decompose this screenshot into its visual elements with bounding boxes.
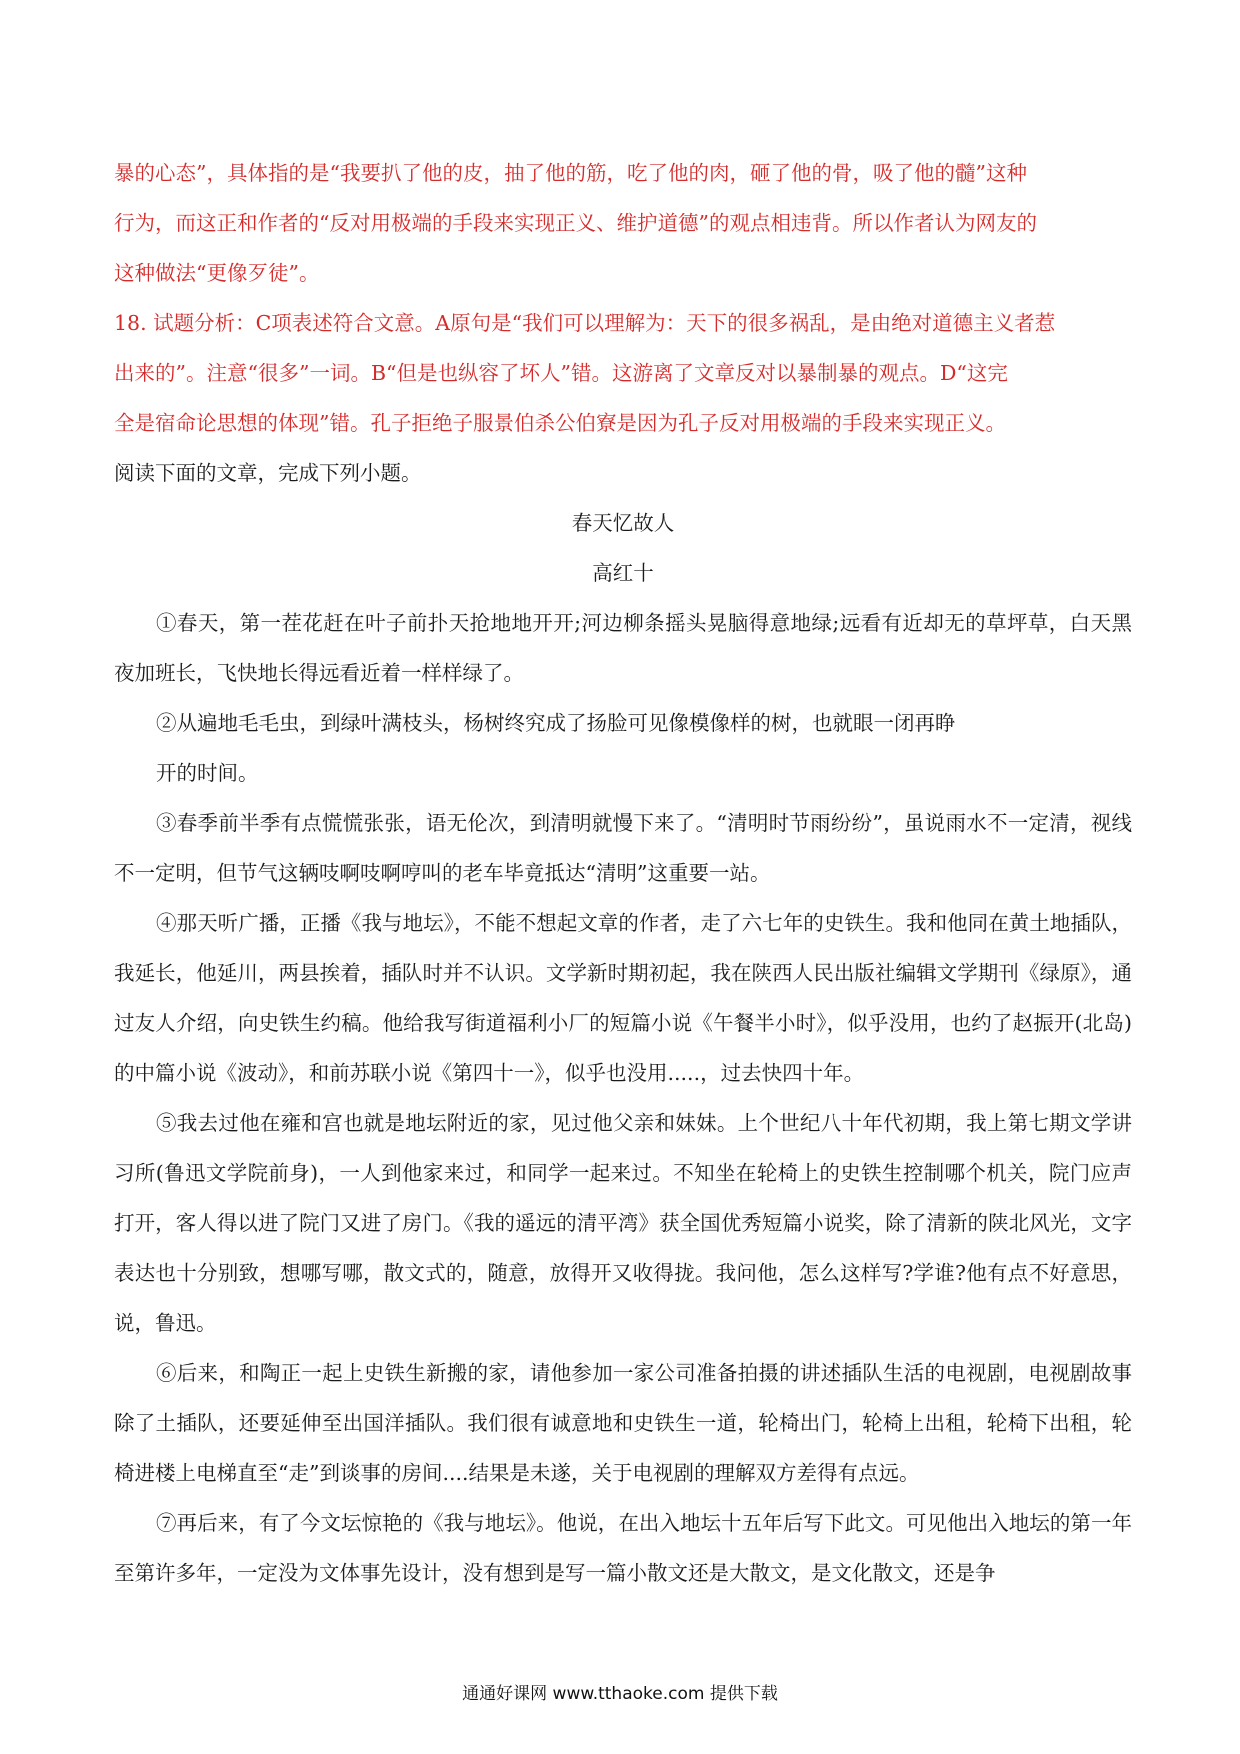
article-title: 春天忆故人: [571, 511, 675, 535]
answer-continuation-line-1: 暴的心态”，具体指的是“我要扒了他的皮，抽了他的筋，吃了他的肉，砸了他的骨，吸了他的髓”这种: [114, 161, 1027, 185]
answer-18-line-3: 全是宿命论思想的体现”错。孔子拒绝子服景伯杀公伯寮是因为孔子反对用极端的手段来实现正义。: [114, 411, 1006, 435]
article-paragraph-2-continued: 开的时间。: [156, 761, 259, 785]
article-paragraph-5: ⑤我去过他在雍和宫也就是地坛附近的家，见过他父亲和妹妹。上个世纪八十年代初期，我上第七期文学讲习所(鲁迅文学院前身)，一人到他家来过，和同学一起来过。不知坐在轮椅上的史铁生控制哪个机关，院门应声打开，客人得以进了院门又进了房门。《我的遥远的清平湾》获全国优秀短篇小说奖，除了清新的陕北风光，文字表达也十分别致，想哪写哪，散文式的，随意，放得开又收得拢。我问他，怎么这样写?学谁?他有点不好意思，说，鲁迅。: [114, 1111, 1132, 1335]
answer-18-line-2: 出来的”。注意“很多”一词。B“但是也纵容了坏人”错。这游离了文章反对以暴制暴的观点。D“这完: [114, 361, 1008, 385]
article-paragraph-2: ②从遍地毛毛虫，到绿叶满枝头，杨树终究成了扬脸可见像模像样的树，也就眼一闭再睁: [156, 711, 956, 735]
article-paragraph-3: ③春季前半季有点慌慌张张，语无伦次，到清明就慢下来了。“清明时节雨纷纷”，虽说雨水不一定清，视线不一定明，但节气这辆吱啊吱啊哼叫的老车毕竟抵达“清明”这重要一站。: [114, 811, 1132, 885]
article-paragraph-6: ⑥后来，和陶正一起上史铁生新搬的家，请他参加一家公司准备拍摄的讲述插队生活的电视剧，电视剧故事除了土插队，还要延伸至出国洋插队。我们很有诚意地和史铁生一道，轮椅出门，轮椅上出租，轮椅下出租，轮椅进楼上电梯直至“走”到谈事的房间....结果是未遂，关于电视剧的理解双方差得有点远。: [114, 1361, 1132, 1485]
article-paragraph-7: ⑦再后来，有了今文坛惊艳的《我与地坛》。他说，在出入地坛十五年后写下此文。可见他出入地坛的第一年至第许多年，一定没为文体事先设计，没有想到是写一篇小散文还是大散文，是文化散文，还是争: [114, 1511, 1132, 1585]
answer-continuation-line-3: 这种做法“更像歹徒”。: [114, 261, 320, 285]
answer-18-line-1: 18. 试题分析：C项表述符合文意。A原句是“我们可以理解为：天下的很多祸乱，是由绝对道德主义者惹: [114, 311, 1056, 335]
answer-continuation-line-2: 行为，而这正和作者的“反对用极端的手段来实现正义、维护道德”的观点相违背。所以作者认为网友的: [114, 211, 1037, 235]
document-page: [114, 148, 1132, 1598]
article-author: 高红十: [592, 561, 654, 585]
article-paragraph-1: ①春天，第一茬花赶在叶子前扑天抢地地开开;河边柳条摇头晃脑得意地绿;远看有近却无的草坪草，白天黑夜加班长，飞快地长得远看近着一样样绿了。: [114, 611, 1132, 685]
reading-instruction: 阅读下面的文章，完成下列小题。: [114, 461, 422, 485]
article-paragraph-4: ④那天听广播，正播《我与地坛》，不能不想起文章的作者，走了六七年的史铁生。我和他同在黄土地插队，我延长，他延川，两县挨着，插队时并不认识。文学新时期初起，我在陕西人民出版社编辑文学期刊《绿原》，通过友人介绍，向史铁生约稿。他给我写街道福利小厂的短篇小说《午餐半小时》，似乎没用，也约了赵振开(北岛)的中篇小说《波动》，和前苏联小说《第四十一》，似乎也没用.....，过去快四十年。: [114, 911, 1132, 1085]
page-footer: 通通好课网 www.tthaoke.com 提供下载: [462, 1684, 778, 1704]
